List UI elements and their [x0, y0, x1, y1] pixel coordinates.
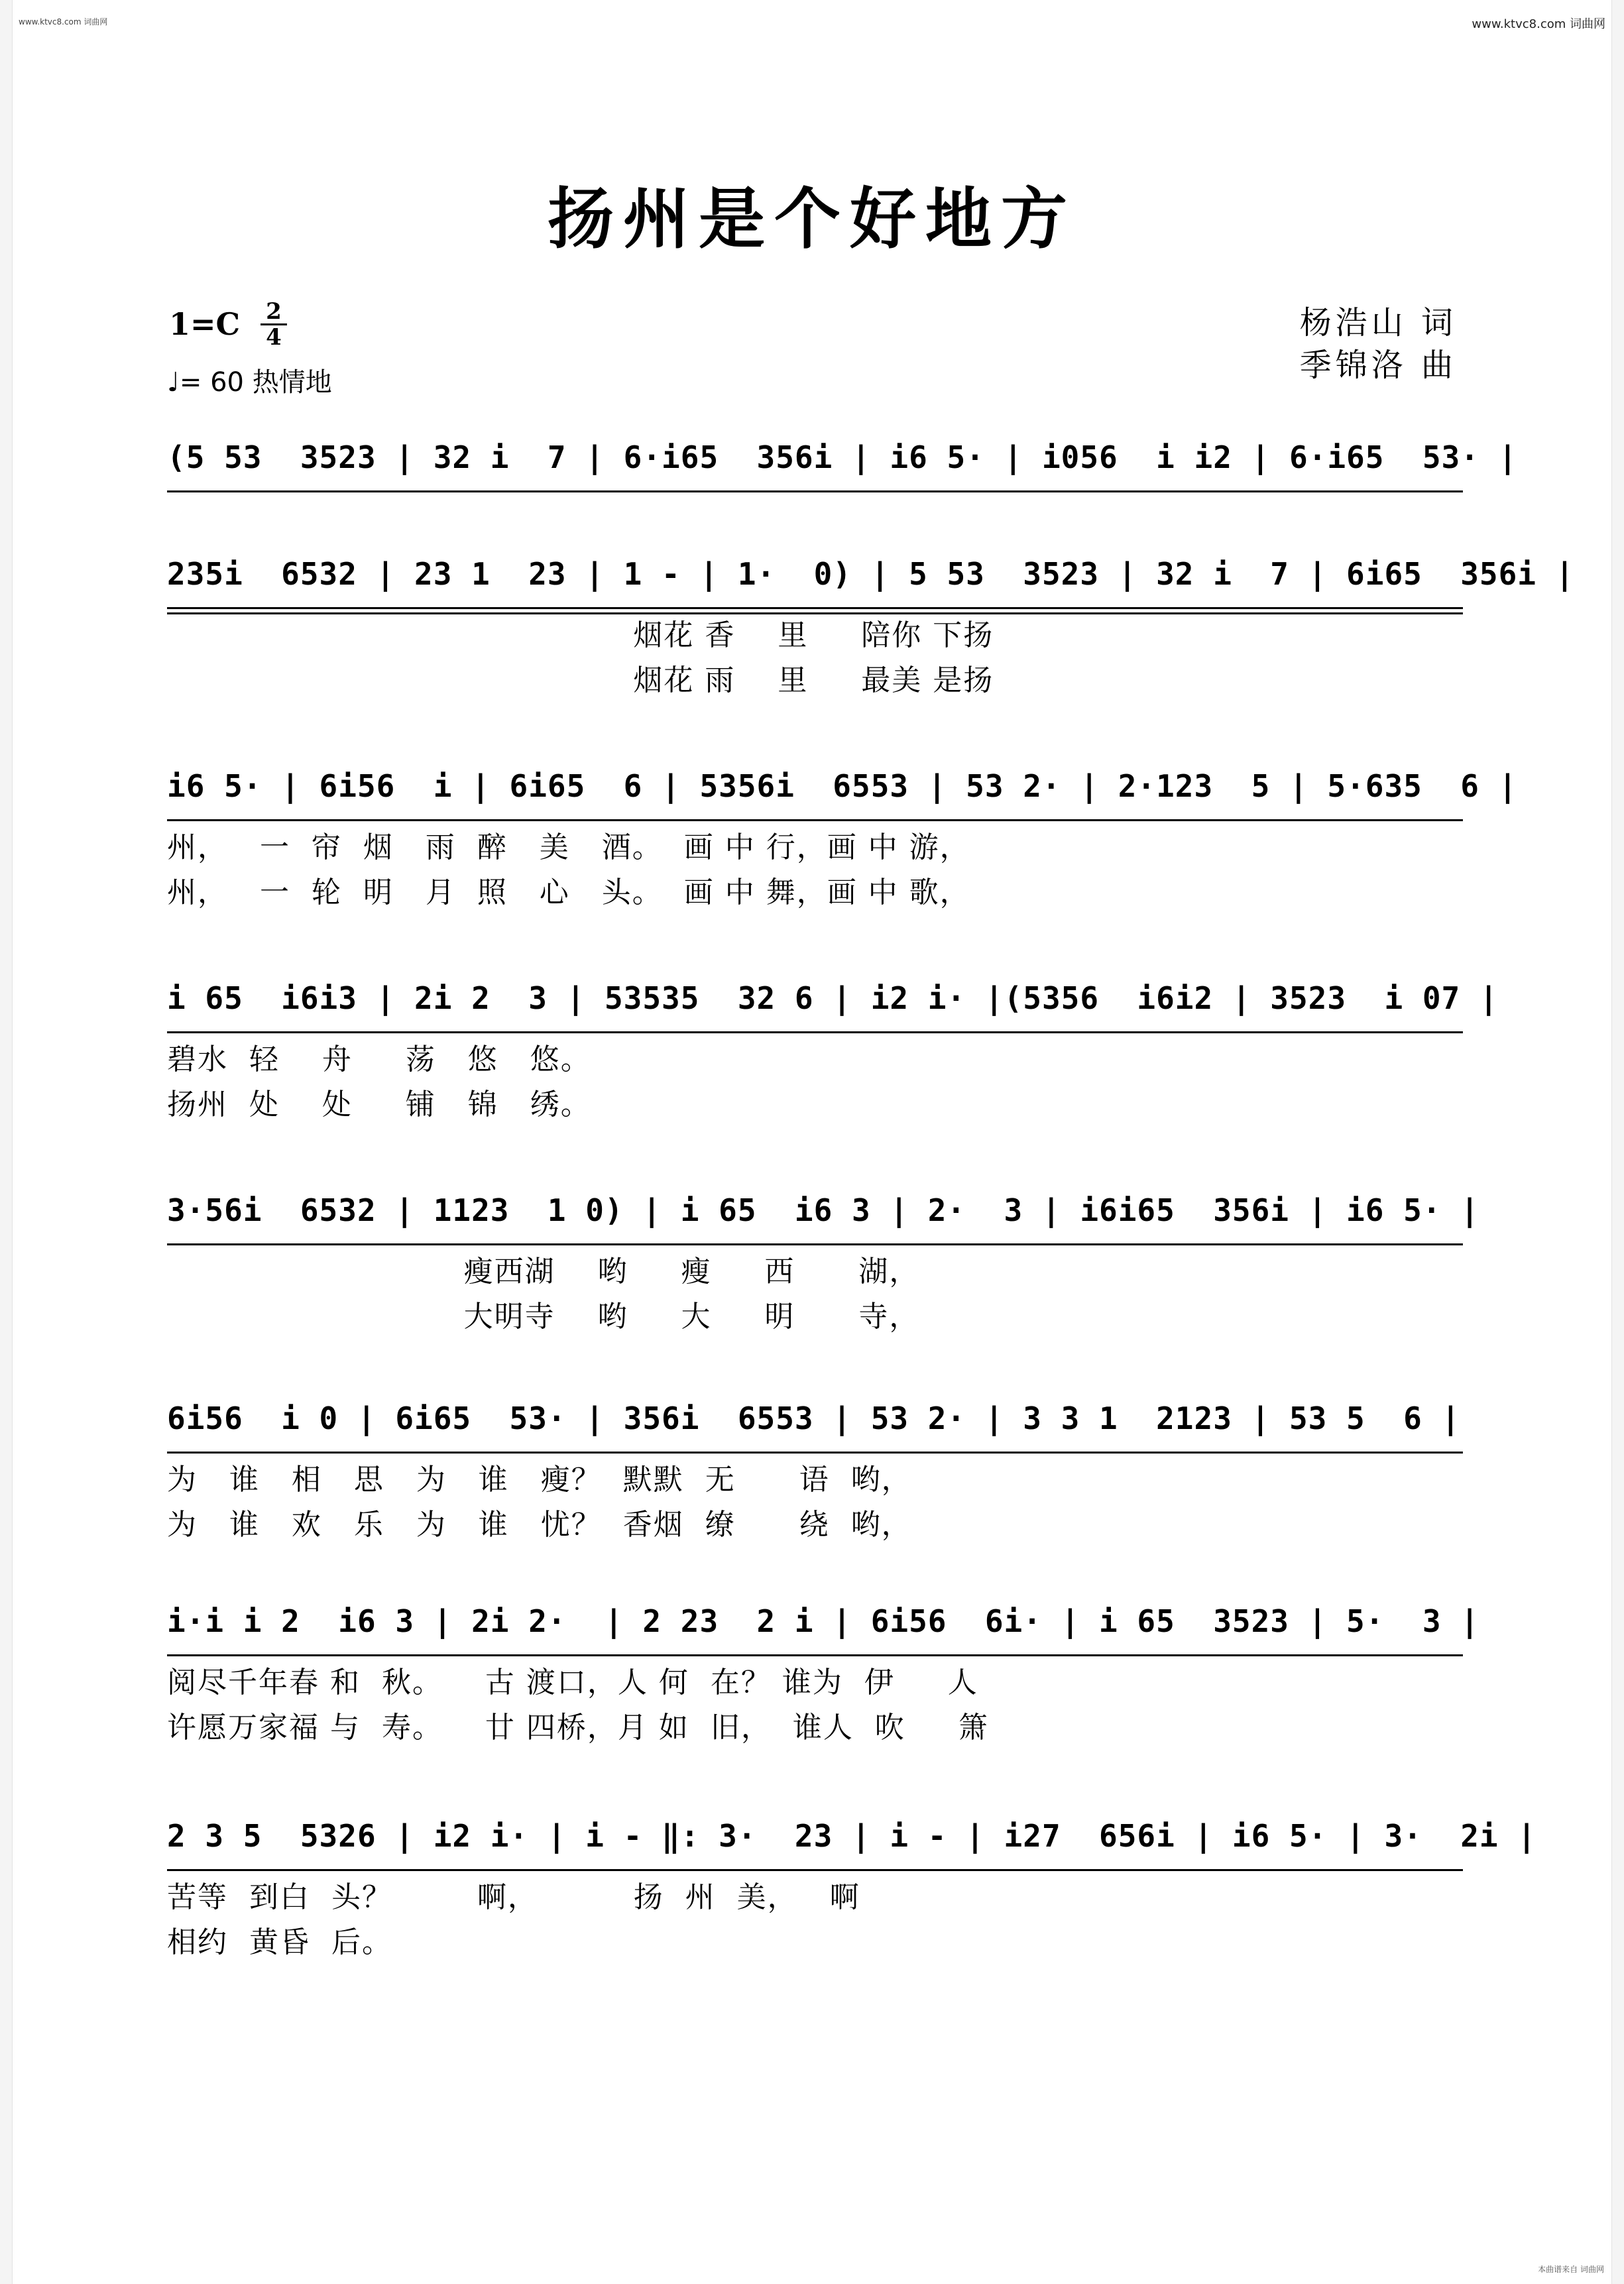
time-signature-top: 2 — [266, 298, 282, 325]
lyrics-line-5-verse-2: 大明寺 哟 大 明 寺， — [167, 1300, 920, 1334]
right-margin-strip — [1611, 0, 1624, 2284]
beam-line — [167, 1654, 1463, 1656]
beam-line — [167, 819, 1463, 821]
beam-line — [167, 1031, 1463, 1033]
lyrics-line-2-verse-2: 烟花 雨 里 最美 是扬 — [167, 663, 994, 697]
notation-line-8: 2 3 5 5326 | i2 i· | i - ‖: 3· 23 | i - | i27 656i | i6 5· | 3· 2i | — [167, 1818, 1537, 1854]
beam-line — [167, 1243, 1463, 1245]
notation-line-1: (5 53 3523 | 32 i 7 | 6·i65 356i | i6 5· | i056 i i2 | 6·i65 53· | — [167, 439, 1518, 475]
lyrics-line-4-verse-2: 扬州 处 处 铺 锦 绣。 — [167, 1088, 591, 1121]
beam-line — [167, 1869, 1463, 1871]
lyrics-line-6-verse-2: 为 谁 欢 乐 为 谁 忧？ 香烟 缭 绕 哟， — [167, 1508, 912, 1542]
notation-line-7: i·i i 2 i6 3 | 2i 2· | 2 23 2 i | 6i56 6i· | i 65 3523 | 5· 3 | — [167, 1603, 1479, 1639]
staff-line-5 — [167, 1190, 1479, 1257]
key-signature: 1=C — [169, 306, 241, 342]
lyrics-line-6-verse-1: 为 谁 相 思 为 谁 瘦？ 默默 无 语 哟， — [167, 1463, 912, 1497]
notation-line-6: 6i56 i 0 | 6i65 53· | 356i 6553 | 53 2· | 3 3 1 2123 | 53 5 6 | — [167, 1400, 1461, 1436]
lyrics-line-3-verse-1: 州， 一 帘 烟 雨 醉 美 酒。 画 中 行，画 中 游， — [167, 830, 970, 864]
lyrics-line-4-verse-1: 碧水 轻 舟 荡 悠 悠。 — [167, 1043, 591, 1076]
staff-line-8 — [167, 1816, 1537, 1882]
lyrics-line-7-verse-2: 许愿万家福 与 寿。 廿 四桥，月 如 旧， 谁人 吹 箫 — [167, 1711, 989, 1744]
tempo-marking: ♩= 60 热情地 — [167, 367, 332, 398]
time-signature — [261, 300, 287, 349]
staff-line-6 — [167, 1399, 1463, 1465]
staff-line-1 — [167, 437, 1518, 504]
lyrics-line-2-verse-1: 烟花 香 里 陪你 下扬 — [167, 618, 994, 652]
left-margin-strip — [0, 0, 13, 2284]
footer-watermark: 本曲谱来自 词曲网 — [1538, 2265, 1604, 2274]
composer: 季锦洛 曲 — [1299, 347, 1457, 384]
lyrics-line-3-verse-2: 州， 一 轮 明 月 照 心 头。 画 中 舞，画 中 歌， — [167, 876, 970, 909]
beam-line — [167, 1452, 1463, 1454]
lyrics-line-8-verse-2: 相约 黄昏 后。 — [167, 1925, 392, 1959]
staff-line-2 — [167, 554, 1575, 620]
lyrics-line-7-verse-1: 阅尽千年春 和 秋。 古 渡口，人 何 在？ 谁为 伊 人 — [167, 1666, 978, 1699]
site-watermark-right: www.ktvc8.com 词曲网 — [1472, 17, 1605, 31]
lyrics-line-8-verse-1: 苦等 到白 头？ 啊， 扬 州 美， 啊 — [167, 1880, 860, 1914]
song-title: 扬州是个好地方 — [548, 180, 1076, 258]
lyricist: 杨浩山 词 — [1299, 304, 1457, 341]
beam-line — [167, 490, 1463, 492]
credits — [1300, 302, 1457, 386]
site-watermark-left: www.ktvc8.com 词曲网 — [19, 17, 108, 27]
staff-line-4 — [167, 978, 1499, 1045]
notation-line-4: i 65 i6i3 | 2i 2 3 | 53535 32 6 | i2 i· |(5356 i6i2 | 3523 i 07 | — [167, 980, 1499, 1016]
staff-line-3 — [167, 766, 1518, 832]
notation-line-5: 3·56i 6532 | 1123 1 0) | i 65 i6 3 | 2· 3 | i6i65 356i | i6 5· | — [167, 1192, 1479, 1228]
lyrics-line-5-verse-1: 瘦西湖 哟 瘦 西 湖， — [167, 1255, 920, 1288]
staff-line-7 — [167, 1601, 1479, 1668]
notation-line-2: 235i 6532 | 23 1 23 | 1 - | 1· 0) | 5 53 3523 | 32 i 7 | 6i65 356i | — [167, 556, 1575, 592]
notation-line-3: i6 5· | 6i56 i | 6i65 6 | 5356i 6553 | 53 2· | 2·123 5 | 5·635 6 | — [167, 768, 1518, 804]
time-signature-bottom: 4 — [261, 323, 287, 349]
beam-line — [167, 607, 1463, 609]
